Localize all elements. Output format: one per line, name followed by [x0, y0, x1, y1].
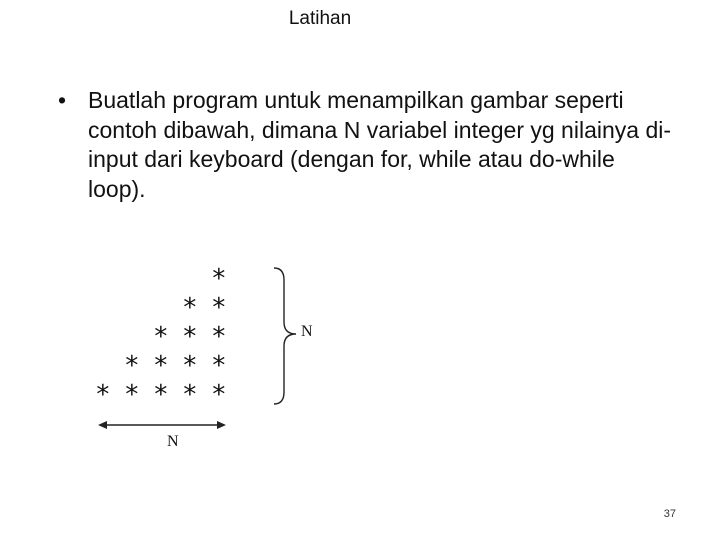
star: * — [182, 322, 198, 352]
star: * — [211, 380, 227, 410]
star: * — [95, 380, 111, 410]
star: * — [182, 351, 198, 381]
star: * — [153, 322, 169, 352]
slide-title: Latihan — [288, 8, 352, 29]
star: * — [211, 351, 227, 381]
star: * — [182, 380, 198, 410]
brace-label: N — [301, 323, 313, 340]
star: * — [124, 380, 140, 410]
bullet-text: Buatlah program untuk menampilkan gambar seperti contoh dibawah, dimana N variabel integer yg nilainya di-input dari keyboard (dengan for, while atau do-while loop). — [88, 87, 672, 202]
star: * — [153, 351, 169, 381]
width-arrow — [98, 421, 226, 429]
page-number: 37 — [663, 508, 676, 520]
bullet-symbol: • — [58, 87, 67, 113]
star: * — [124, 351, 140, 381]
arrow-label: N — [167, 433, 179, 450]
star: * — [211, 322, 227, 352]
star: * — [211, 293, 227, 323]
star: * — [153, 380, 169, 410]
star: * — [211, 264, 227, 294]
right-brace — [274, 268, 296, 404]
star: * — [182, 293, 198, 323]
